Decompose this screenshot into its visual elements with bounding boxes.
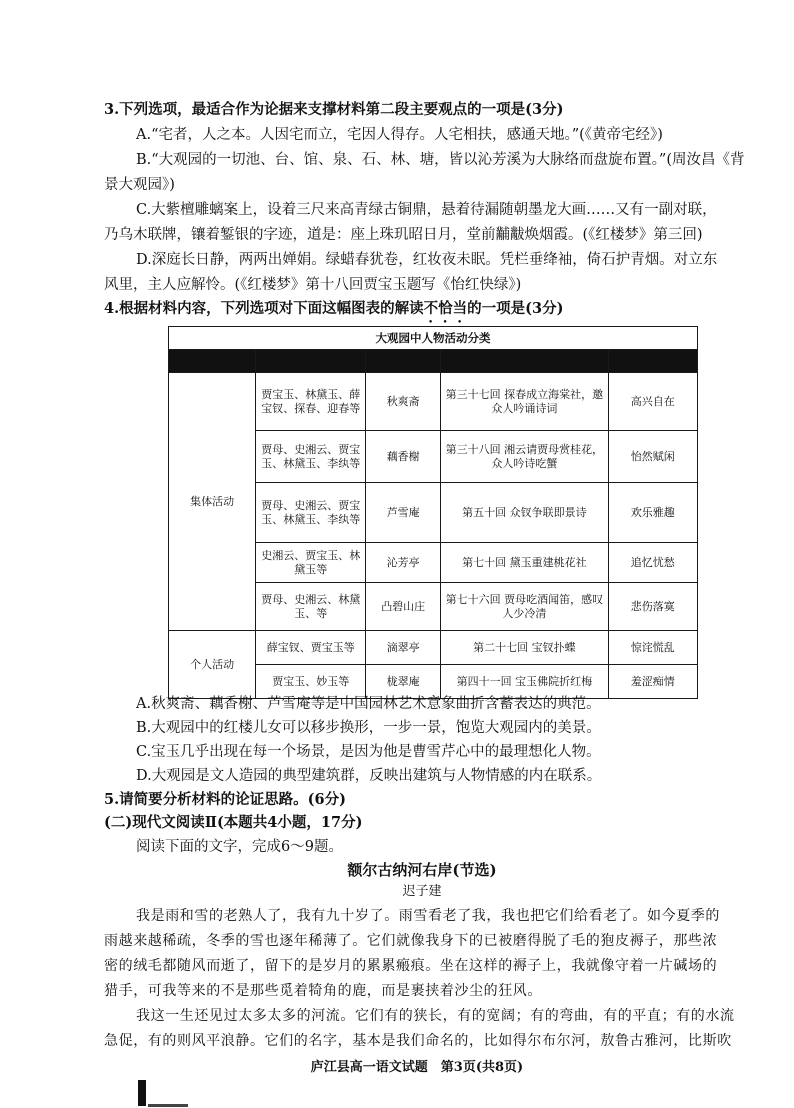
q4-option-d: D.大观园是文人造园的典型建筑群，反映出建筑与人物情感的内在联系。 xyxy=(136,768,602,784)
q5-stem: 5.请简要分析材料的论证思路。(6分) xyxy=(104,791,346,808)
q3-option-a: A.“宅者，人之本。人因宅而立，宅因人得存。人宅相扶，感通天地。”(《黄帝宅经》) xyxy=(136,127,663,143)
essay-title: 额尔古纳河右岸(节选) xyxy=(347,861,497,879)
emotion-cell: 高兴自在 xyxy=(608,373,697,431)
q4-option-a: A.秋爽斋、藕香榭、芦雪庵等是中国园林艺术意象曲折含蓄表达的典范。 xyxy=(136,696,601,712)
table-header-row xyxy=(169,350,698,373)
emotion-cell: 羞涩痴情 xyxy=(608,665,697,699)
emotion-cell: 欢乐雅趣 xyxy=(608,483,697,543)
emotion-cell: 追忆忧愁 xyxy=(608,543,697,583)
q3-stem: 3.下列选项，最适合作为论据来支撑材料第二段主要观点的一项是(3分) xyxy=(104,101,564,118)
essay-line: 猎手，可我等来的不是那些觅着犄角的鹿，而是裹挟着沙尘的狂风。 xyxy=(104,983,542,999)
place-cell: 藕香榭 xyxy=(366,431,441,483)
event-cell: 第七十回 黛玉重建桃花社 xyxy=(441,543,608,583)
place-cell: 栊翠庵 xyxy=(366,665,441,699)
q4-stem-emphasis: 不恰当 xyxy=(423,300,468,317)
event-cell: 第三十八回 湘云请贾母赏桂花，众人吟诗吃蟹 xyxy=(441,431,608,483)
header-type xyxy=(169,350,256,373)
essay-line: 雨越来越稀疏，冬季的雪也逐年稀薄了。它们就像我身下的已被磨得脱了毛的狍皮褥子，那些浓 xyxy=(104,933,718,949)
activity-table-wrap xyxy=(168,326,698,688)
category-cell: 个人活动 xyxy=(169,631,256,699)
people-cell: 薛宝钗、贾宝玉等 xyxy=(256,631,366,665)
essay-author: 迟子建 xyxy=(402,884,442,899)
q4-option-c: C.宝玉几乎出现在每一个场景，是因为他是曹雪芹心中的最理想化人物。 xyxy=(136,744,601,760)
emotion-cell: 悲伤落寞 xyxy=(608,583,697,631)
q4-stem-post: 的一项是(3分) xyxy=(467,300,564,317)
event-cell: 第七十六回 贾母吃酒闻笛，感叹人少冷清 xyxy=(441,583,608,631)
page-footer: 庐江县高一语文试题 第3页(共8页) xyxy=(310,1060,524,1075)
table-row xyxy=(169,631,698,665)
section2-instruction: 阅读下面的文字，完成6～9题。 xyxy=(136,839,343,855)
header-emotion xyxy=(608,350,697,373)
people-cell: 贾宝玉、妙玉等 xyxy=(256,665,366,699)
q3-option-c: C.大紫檀雕螭案上，设着三尺来高青绿古铜鼎，悬着待漏随朝墨龙大画……又有一副对联， xyxy=(136,202,717,218)
header-event xyxy=(441,350,608,373)
emotion-cell: 惊诧慌乱 xyxy=(608,631,697,665)
event-cell: 第四十一回 宝玉佛院折红梅 xyxy=(441,665,608,699)
people-cell: 贾母、史湘云、贾宝玉、林黛玉、李纨等 xyxy=(256,431,366,483)
essay-line: 密的绒毛都随风而逝了，留下的是岁月的累累瘢痕。坐在这样的褥子上，我就像守着一片碱场的 xyxy=(104,958,718,974)
event-cell: 第二十七回 宝钗扑蝶 xyxy=(441,631,608,665)
people-cell: 贾母、史湘云、林黛玉、等 xyxy=(256,583,366,631)
section2-heading: (二)现代文阅读Ⅱ(本题共4小题，17分) xyxy=(104,814,363,831)
scan-mark xyxy=(138,1080,146,1106)
essay-line: 我是雨和雪的老熟人了，我有九十岁了。雨雪看老了我，我也把它们给看老了。如今夏季的 xyxy=(136,908,720,924)
category-cell: 集体活动 xyxy=(169,373,256,631)
place-cell: 芦雪庵 xyxy=(366,483,441,543)
table-row xyxy=(169,373,698,431)
people-cell: 贾宝玉、林黛玉、薛宝钗、探春、迎春等 xyxy=(256,373,366,431)
activity-table xyxy=(168,326,698,699)
people-cell: 史湘云、贾宝玉、林黛玉等 xyxy=(256,543,366,583)
header-people xyxy=(256,350,366,373)
people-cell: 贾母、史湘云、贾宝玉、林黛玉、李纨等 xyxy=(256,483,366,543)
place-cell: 凸碧山庄 xyxy=(366,583,441,631)
table-title: 大观园中人物活动分类 xyxy=(168,326,698,349)
emotion-cell: 怡然赋闲 xyxy=(608,431,697,483)
q4-stem xyxy=(104,299,563,326)
q3-option-d-cont: 风里，主人应解怜。(《红楼梦》第十八回贾宝玉题写《怡红快绿》) xyxy=(104,277,522,293)
event-cell: 第三十七回 探春成立海棠社，邀众人吟诵诗词 xyxy=(441,373,608,431)
q3-option-b-cont: 景大观园》) xyxy=(104,177,175,193)
essay-line: 我这一生还见过太多太多的河流。它们有的狭长，有的宽阔；有的弯曲，有的平直；有的水流 xyxy=(136,1008,735,1024)
q3-option-b: B.“大观园的一切池、台、馆、泉、石、林、塘，皆以沁芳溪为大脉络而盘旋布置。”(周汝昌《背 xyxy=(136,152,745,168)
scan-mark-line xyxy=(148,1104,188,1107)
place-cell: 秋爽斋 xyxy=(366,373,441,431)
place-cell: 沁芳亭 xyxy=(366,543,441,583)
essay-line: 急促，有的则风平浪静。它们的名字，基本是我们命名的，比如得尔布尔河，敖鲁古雅河，比斯吹 xyxy=(104,1033,732,1049)
q3-option-d: D.深庭长日静，两两出婵娟。绿蜡春犹卷，红妆夜未眠。凭栏垂绛袖，倚石护青烟。对立东 xyxy=(136,252,718,268)
q4-option-b: B.大观园中的红楼儿女可以移步换形，一步一景，饱览大观园内的美景。 xyxy=(136,720,601,736)
q4-stem-pre: 4.根据材料内容，下列选项对下面这幅图表的解读 xyxy=(104,300,424,317)
place-cell: 滴翠亭 xyxy=(366,631,441,665)
event-cell: 第五十回 众钗争联即景诗 xyxy=(441,483,608,543)
q3-option-c-cont: 乃乌木联牌，镶着錾银的字迹，道是：座上珠玑昭日月，堂前黼黻焕烟霞。(《红楼梦》第三回) xyxy=(104,227,703,243)
header-place xyxy=(366,350,441,373)
